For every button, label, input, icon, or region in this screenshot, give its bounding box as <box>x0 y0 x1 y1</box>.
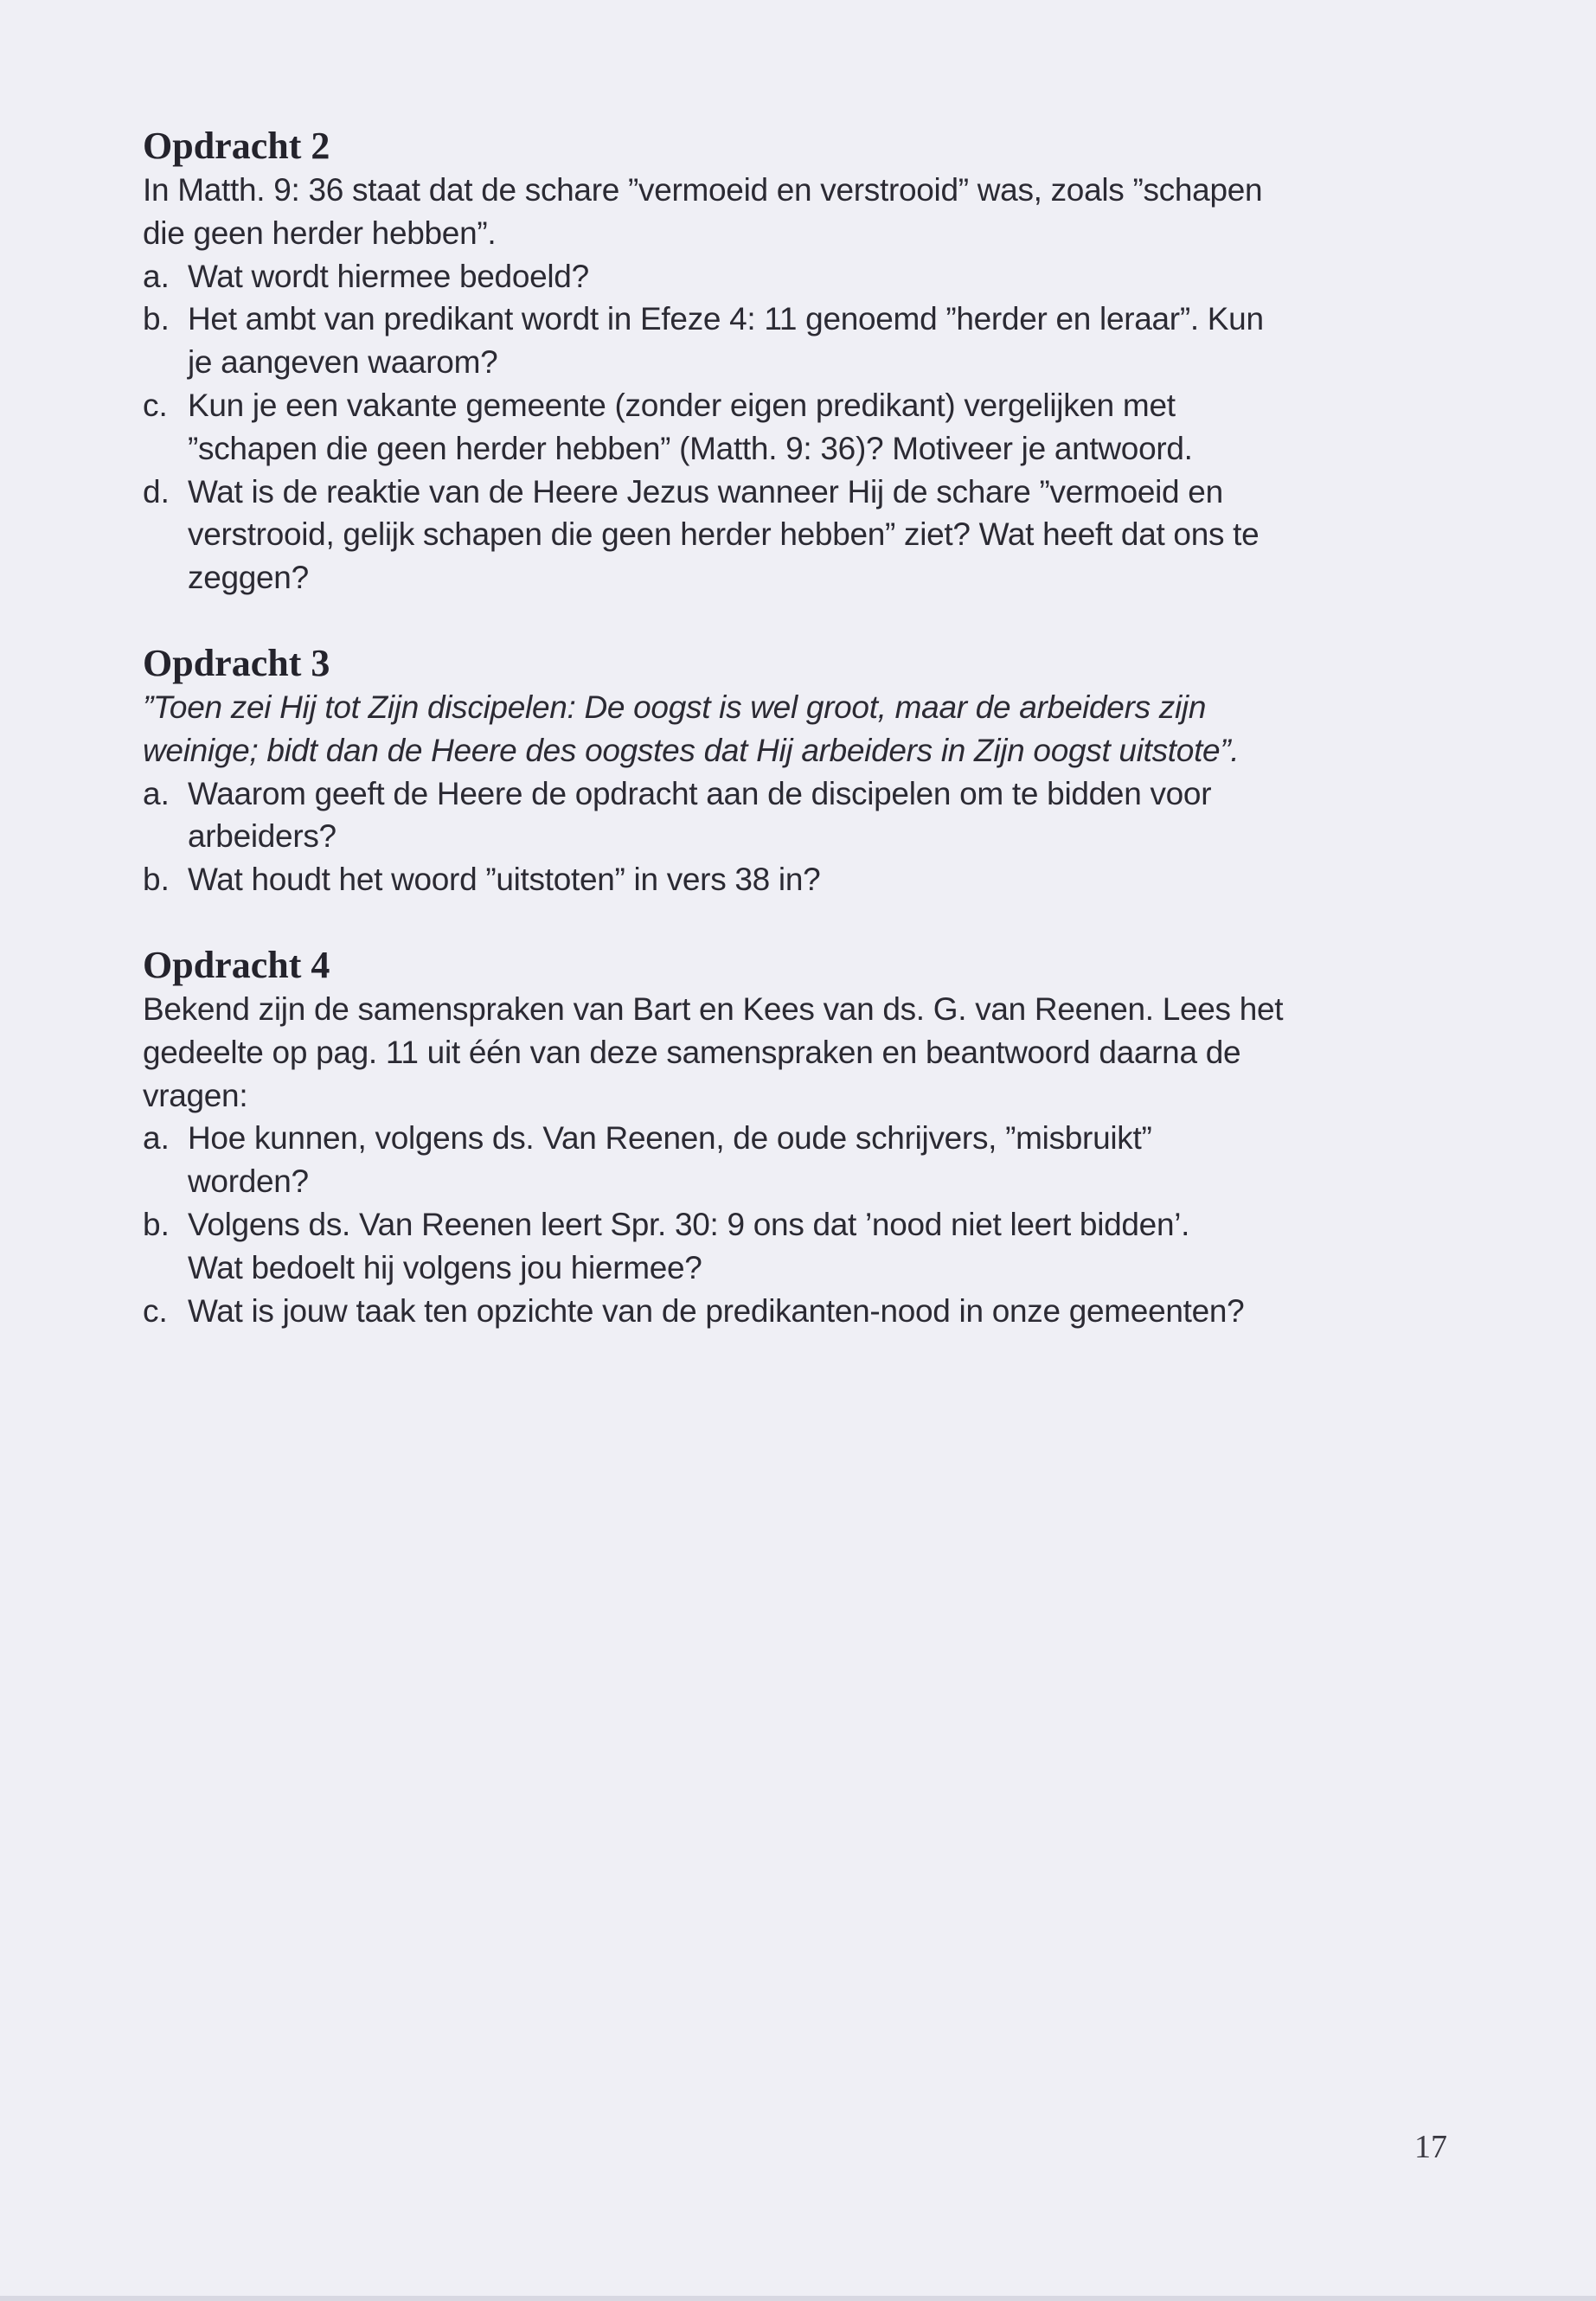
item-line: Wat houdt het woord ”uitstoten” in vers 38 in? <box>188 862 821 898</box>
question-item <box>143 1117 1492 1203</box>
section-heading: Opdracht 3 <box>143 641 330 684</box>
section-opdracht-2 <box>143 124 1492 599</box>
item-line: arbeiders? <box>188 818 337 855</box>
item-label: a. <box>143 1120 170 1157</box>
intro-line: die geen herder hebben”. <box>143 215 497 251</box>
page-number: 17 <box>1414 2129 1447 2165</box>
question-item <box>143 298 1492 384</box>
intro-line: Bekend zijn de samenspraken van Bart en Kees van ds. G. van Reenen. Lees het <box>143 990 1284 1027</box>
intro-line: gedeelte op pag. 11 uit één van deze samenspraken en beantwoord daarna de <box>143 1034 1241 1070</box>
item-line: Hoe kunnen, volgens ds. Van Reenen, de oude schrijvers, ”misbruikt” <box>188 1120 1152 1157</box>
item-line: Wat wordt hiermee bedoeld? <box>188 258 589 294</box>
question-item <box>143 1203 1492 1290</box>
item-line: Wat bedoelt hij volgens jou hiermee? <box>188 1249 702 1285</box>
item-label: b. <box>143 301 170 337</box>
item-label: a. <box>143 258 170 294</box>
item-line: verstrooid, gelijk schapen die geen herder hebben” ziet? Wat heeft dat ons te <box>188 516 1259 553</box>
item-line: je aangeven waarom? <box>188 344 498 381</box>
page-content <box>143 124 1492 1332</box>
item-label: c. <box>143 1292 168 1329</box>
section-heading: Opdracht 2 <box>143 125 330 167</box>
item-line: Waarom geeft de Heere de opdracht aan de discipelen om te bidden voor <box>188 775 1212 811</box>
section-opdracht-3 <box>143 641 1492 901</box>
question-item <box>143 384 1492 471</box>
item-line: Het ambt van predikant wordt in Efeze 4: 11 genoemd ”herder en leraar”. Kun <box>188 301 1264 337</box>
section-opdracht-4 <box>143 943 1492 1332</box>
item-label: b. <box>143 1206 170 1242</box>
intro-line: vragen: <box>143 1077 248 1113</box>
item-label: d. <box>143 473 170 510</box>
intro-line: In Matth. 9: 36 staat dat de schare ”vermoeid en verstrooid” was, zoals ”schapen <box>143 172 1263 208</box>
question-item <box>143 1290 1492 1333</box>
item-line: ”schapen die geen herder hebben” (Matth. 9: 36)? Motiveer je antwoord. <box>188 430 1193 466</box>
question-item <box>143 858 1492 901</box>
question-item <box>143 772 1492 859</box>
item-line: zeggen? <box>188 560 309 596</box>
item-line: worden? <box>188 1163 309 1200</box>
question-item <box>143 255 1492 298</box>
item-line: Wat is jouw taak ten opzichte van de predikanten-nood in onze gemeenten? <box>188 1292 1245 1329</box>
page-bottom-edge <box>0 2296 1596 2301</box>
question-item <box>143 471 1492 599</box>
item-label: c. <box>143 387 168 423</box>
section-heading: Opdracht 4 <box>143 943 330 986</box>
item-line: Volgens ds. Van Reenen leert Spr. 30: 9 ons dat ’nood niet leert bidden’. <box>188 1206 1190 1242</box>
item-line: Kun je een vakante gemeente (zonder eigen predikant) vergelijken met <box>188 387 1176 423</box>
quote-line: weinige; bidt dan de Heere des oogstes dat Hij arbeiders in Zijn oogst uitstote”. <box>143 732 1240 768</box>
item-label: a. <box>143 775 170 811</box>
item-line: Wat is de reaktie van de Heere Jezus wanneer Hij de schare ”vermoeid en <box>188 473 1223 510</box>
item-label: b. <box>143 862 170 898</box>
quote-line: ”Toen zei Hij tot Zijn discipelen: De oogst is wel groot, maar de arbeiders zijn <box>143 689 1207 725</box>
